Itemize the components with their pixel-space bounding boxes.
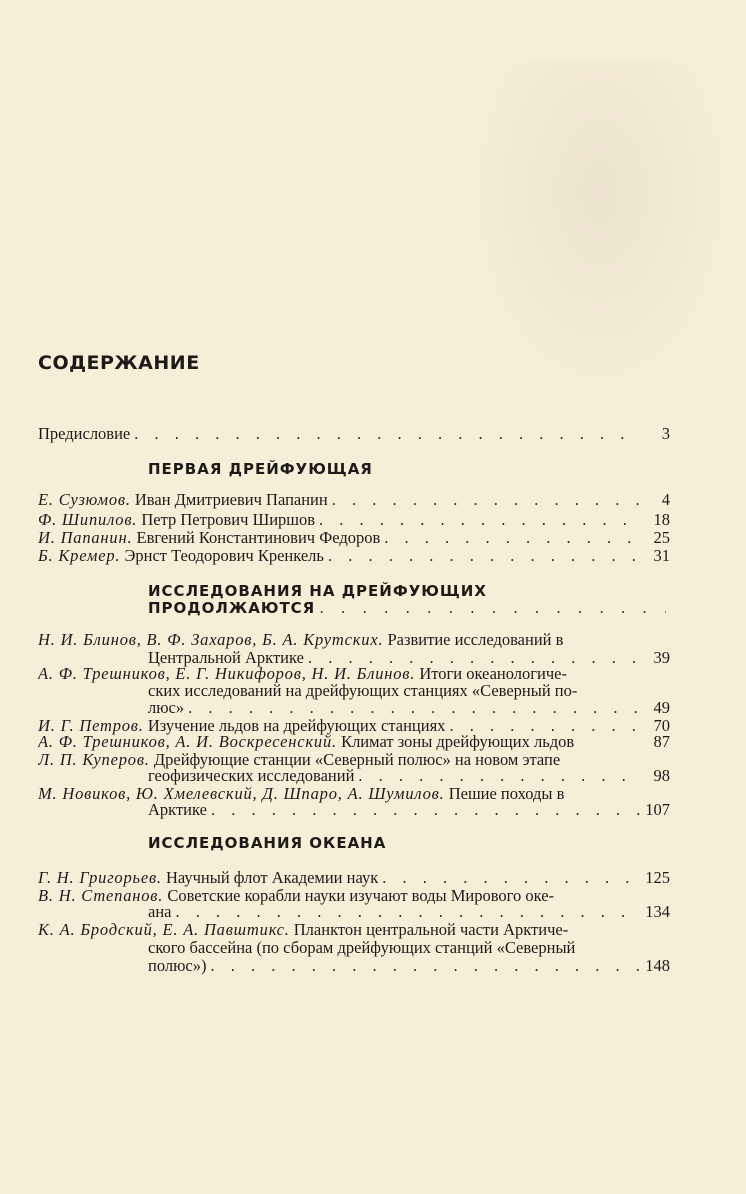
page-number: 98: [653, 766, 670, 785]
section-heading: ПЕРВАЯ ДРЕЙФУЮЩАЯ: [148, 460, 373, 478]
entry-title: Евгений Константинович Федоров: [136, 528, 381, 547]
page-number: 4: [661, 490, 670, 509]
page-number: 70: [653, 716, 670, 735]
entry-title: Арктике: [148, 800, 207, 819]
page-number: 87: [653, 732, 670, 751]
leader-dots: [332, 490, 640, 510]
toc-entry[interactable]: [38, 490, 670, 510]
section-heading-line2: ПРОДОЛЖАЮТСЯ: [148, 599, 316, 617]
entry-title: полюс»): [148, 956, 207, 975]
page-number: 107: [645, 800, 670, 819]
entry-title: Планктон центральной части Арктиче-: [293, 920, 569, 939]
leader-dots: [358, 766, 640, 786]
entry-title: Научный флот Академии наук: [165, 868, 379, 887]
page-number: 125: [645, 868, 670, 887]
entry-title: ских исследований на дрейфующих станциях «Северный по-: [148, 681, 578, 700]
toc-entry-line[interactable]: [148, 902, 670, 922]
entry-title: Изучение льдов на дрейфующих станциях: [147, 716, 446, 735]
leader-dots: [188, 698, 640, 718]
entry-title: Эрнст Теодорович Кренкель: [124, 546, 324, 565]
toc-entry-line[interactable]: [38, 630, 670, 650]
entry-title: Предисловие: [38, 424, 131, 443]
entry-author: Б. Кремер.: [38, 546, 121, 565]
toc-entry-line[interactable]: [148, 938, 648, 958]
page-number: 18: [653, 510, 670, 529]
toc-entry[interactable]: [38, 868, 670, 888]
leader-dots: [384, 528, 640, 548]
entry-title: Центральной Арктике: [148, 648, 304, 667]
entry-title: люс»: [148, 698, 185, 717]
entry-title: Климат зоны дрейфующих льдов: [341, 732, 575, 751]
leader-dots: [211, 800, 640, 820]
leader-dots: [319, 598, 666, 618]
entry-author: Н. И. Блинов, В. Ф. Захаров, Б. А. Крутских.: [38, 630, 384, 649]
entry-author: К. А. Бродский, Е. А. Павштикс.: [38, 920, 290, 939]
entry-title: Иван Дмитриевич Папанин: [134, 490, 328, 509]
entry-title: Итоги океанологиче-: [419, 664, 567, 683]
toc-entry-line[interactable]: [148, 800, 670, 820]
page-number: 39: [653, 648, 670, 667]
toc-entry[interactable]: [38, 528, 670, 548]
leader-dots: [211, 956, 641, 976]
section-heading-line1: ИССЛЕДОВАНИЯ НА ДРЕЙФУЮЩИХ: [148, 582, 487, 600]
page-number: 3: [661, 424, 670, 443]
entry-title: ана: [148, 902, 172, 921]
entry-title: Развитие исследований в: [387, 630, 564, 649]
entry-title: Дрейфующие станции «Северный полюс» на новом этапе: [153, 750, 561, 769]
entry-author: Ф. Шипилов.: [38, 510, 138, 529]
show-through-stain: [470, 60, 730, 390]
toc-entry-preface[interactable]: [38, 424, 670, 444]
entry-title: геофизических исследований: [148, 766, 355, 785]
toc-entry-line[interactable]: [148, 766, 670, 786]
page-number: 134: [645, 902, 670, 921]
leader-dots: [175, 902, 640, 922]
toc-entry[interactable]: [38, 732, 670, 752]
entry-title: Советские корабли науки изучают воды Мирового оке-: [167, 886, 555, 905]
toc-entry[interactable]: [38, 510, 670, 530]
page-number: 148: [645, 956, 670, 975]
toc-entry-line[interactable]: [38, 920, 670, 940]
leader-dots: [382, 868, 640, 888]
entry-author: Г. Н. Григорьев.: [38, 868, 162, 887]
entry-author: А. Ф. Трешников, А. И. Воскресенский.: [38, 732, 337, 751]
entry-author: А. Ф. Трешников, Е. Г. Никифоров, Н. И. Блинов.: [38, 664, 416, 683]
leader-dots: [134, 424, 640, 444]
page-number: 25: [653, 528, 670, 547]
section-heading: ИССЛЕДОВАНИЯ ОКЕАНА: [148, 834, 387, 852]
toc-entry-line[interactable]: [148, 698, 670, 718]
leader-dots: [328, 546, 640, 566]
toc-entry-line[interactable]: [148, 956, 670, 976]
toc-entry[interactable]: [38, 546, 670, 566]
page-number: 49: [653, 698, 670, 717]
entry-author: И. Папанин.: [38, 528, 133, 547]
entry-title: Пешие походы в: [448, 784, 565, 803]
leader-dots: [319, 510, 640, 530]
entry-author: В. Н. Степанов.: [38, 886, 164, 905]
page-number: 31: [653, 546, 670, 565]
entry-author: Е. Сузюмов.: [38, 490, 131, 509]
entry-author: И. Г. Петров.: [38, 716, 144, 735]
entry-author: М. Новиков, Ю. Хмелевский, Д. Шпаро, А. Шумилов.: [38, 784, 445, 803]
entry-author: Л. П. Куперов.: [38, 750, 150, 769]
entry-title: ского бассейна (по сборам дрейфующих станций «Северный: [148, 938, 576, 957]
entry-title: Петр Петрович Ширшов: [141, 510, 316, 529]
toc-heading: СОДЕРЖАНИЕ: [38, 352, 200, 374]
section-heading-line2-row: [148, 598, 670, 618]
